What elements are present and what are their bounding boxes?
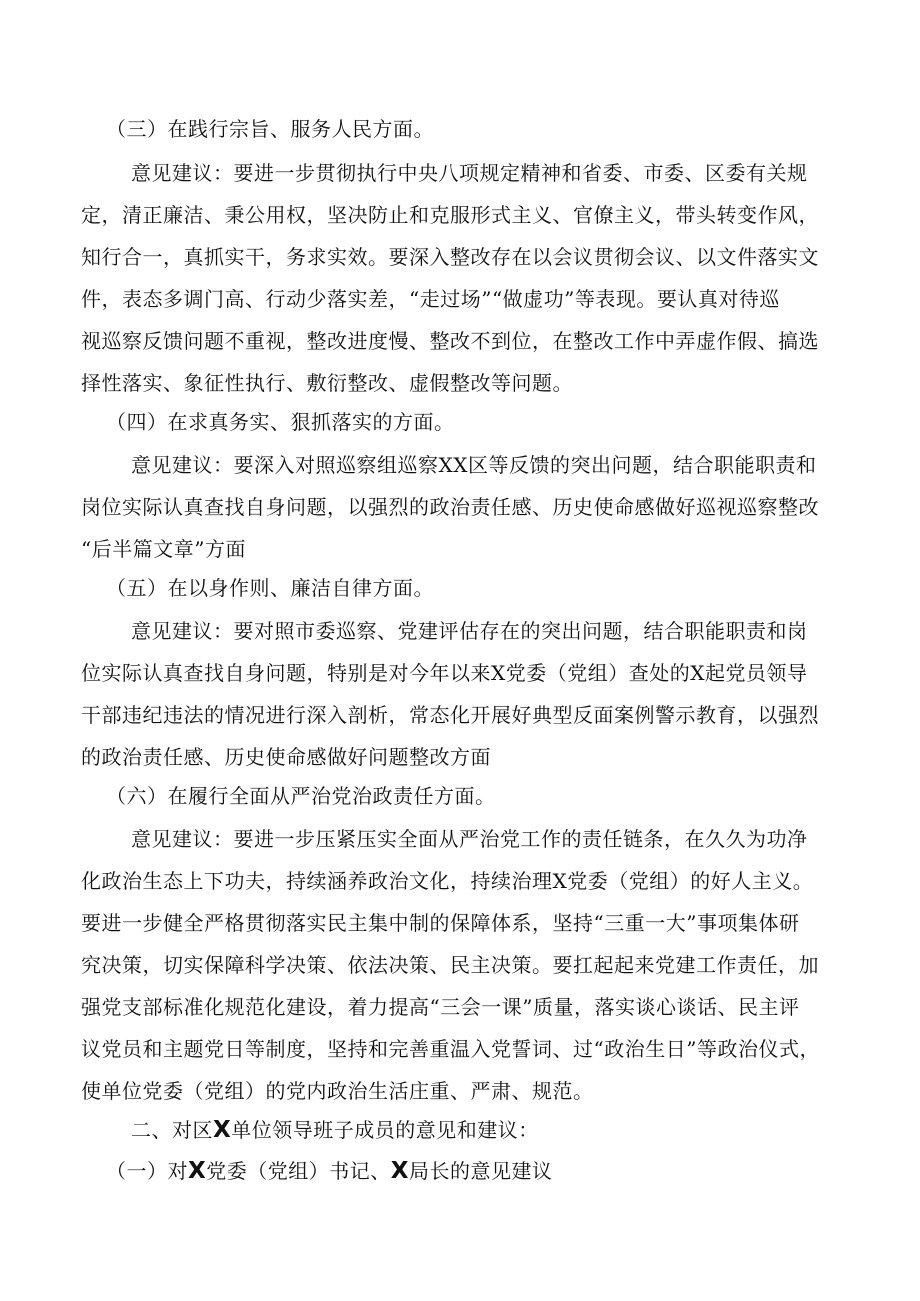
paragraph-line: 意见建议：要深入对照巡察组巡察XX区等反馈的突出问题，结合职能职责和 [131,453,817,477]
paragraph-line: 岗位实际认真查找自身问题，以强烈的政治责任感、历史使命感做好巡视巡察整改 [81,495,819,519]
heading-part-2-suffix: 单位领导班子成员的意见和建议： [231,1118,539,1142]
paragraph-line: 的政治责任感、历史使命感做好问题整改方面 [81,745,491,769]
subsection-middle: 党委（党组）书记、 [206,1159,391,1183]
heading-section-4: （四）在求真务实、狠抓落实的方面。 [106,410,455,434]
paragraph-line: 干部违纪违法的情况进行深入剖析，常态化开展好典型反面案例警示教育，以强烈 [81,703,819,727]
paragraph-line: 知行合一，真抓实干，务求实效。要深入整改存在以会议贯彻会议、以文件落实文 [81,245,819,269]
subsection-suffix: 局长的意见建议 [408,1159,553,1183]
placeholder-x: X [213,1117,232,1143]
paragraph-line: 意见建议：要进一步压紧压实全面从严治党工作的责任链条，在久久为功净 [131,827,808,851]
paragraph-line: 化政治生态上下功夫，持续涵养政治文化，持续治理X党委（党组）的好人主义。 [81,869,814,893]
heading-section-3: （三）在践行宗旨、服务人民方面。 [106,117,434,141]
heading-part-2 [131,1117,539,1143]
paragraph-line: 件，表态多调门高、行动少落实差，“走过场”“做虚功”等表现。要认真对待巡 [81,287,780,311]
paragraph-line: 择性落实、象征性执行、敷衍整改、虚假整改等问题。 [81,371,573,395]
paragraph-line: 究决策，切实保障科学决策、依法决策、民主决策。要扛起起来党建工作责任，加 [81,953,819,977]
paragraph-line: 强党支部标准化规范化建设，着力提高“三会一课”质量，落实谈心谈话、民主评 [81,995,800,1019]
placeholder-x: X [390,1158,409,1184]
paragraph-line: “后半篇文章”方面 [81,537,246,561]
paragraph-line: 视巡察反馈问题不重视，整改进度慢、整改不到位，在整改工作中弄虚作假、搞选 [81,329,819,353]
heading-section-5: （五）在以身作则、廉洁自律方面。 [106,576,434,600]
heading-subsection-1 [106,1158,552,1184]
placeholder-x: X [188,1158,207,1184]
subsection-prefix: （一）对 [106,1159,188,1183]
paragraph-line: 意见建议：要对照市委巡察、党建评估存在的突出问题，结合职能职责和岗 [131,619,808,643]
heading-part-2-prefix: 二、对区 [131,1118,213,1142]
paragraph-line: 议党员和主题党日等制度，坚持和完善重温入党誓词、过“政治生日”等政治仪式， [81,1037,820,1061]
heading-section-6: （六）在履行全面从严治党治政责任方面。 [106,784,496,808]
paragraph-line: 意见建议：要进一步贯彻执行中央八项规定精神和省委、市委、区委有关规 [131,161,808,185]
paragraph-line: 定，清正廉洁、秉公用权，坚决防止和克服形式主义、官僚主义，带头转变作风， [81,203,819,227]
paragraph-line: 使单位党委（党组）的党内政治生活庄重、严肃、规范。 [81,1079,594,1103]
paragraph-line: 位实际认真查找自身问题，特别是对今年以来X党委（党组）查处的X起党员领导 [81,661,808,685]
paragraph-line: 要进一步健全严格贯彻落实民主集中制的保障体系，坚持“三重一大”事项集体研 [81,911,800,935]
